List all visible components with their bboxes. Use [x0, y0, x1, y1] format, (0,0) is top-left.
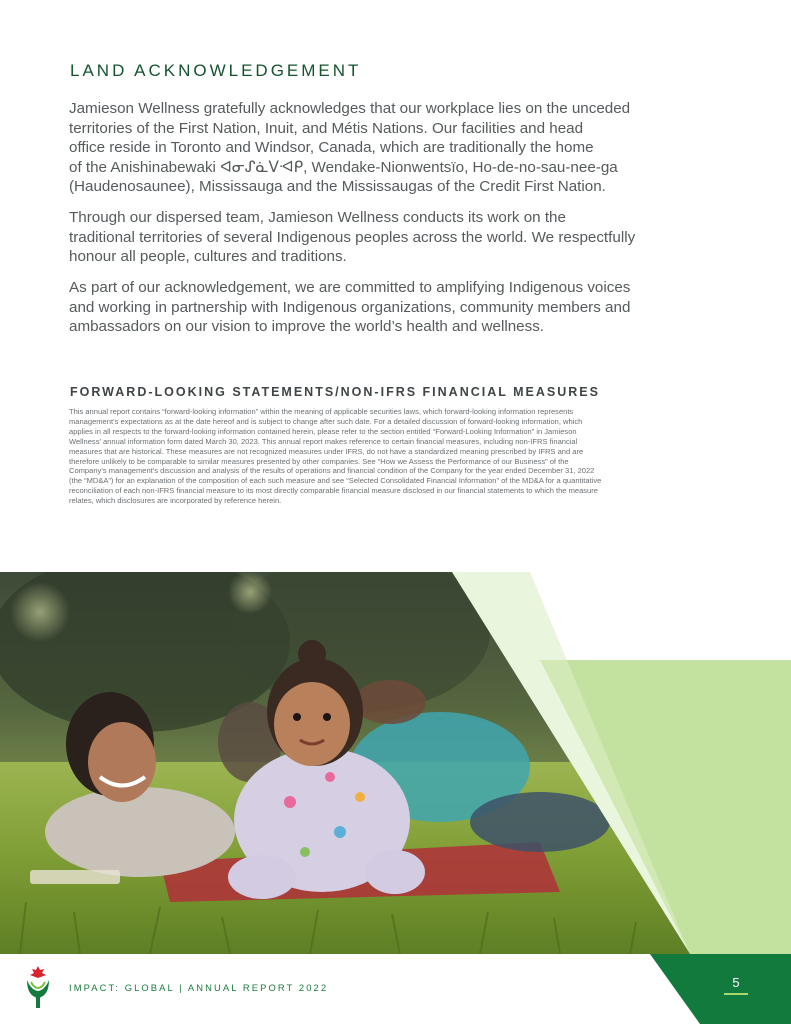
- acknowledgement-paragraph-2: [69, 208, 669, 267]
- text-line: Company’s management’s discussion and analysis of the results of operations and financial condition of the Company for the year ended December 31, 2022: [69, 466, 595, 476]
- disclaimer-text: [69, 407, 729, 506]
- text-line: of the Anishinabewaki ᐊᓂᔑᓈᐯᐗᑭ, Wendake-Nionwentsïo, Ho-de-no-sau-nee-ga: [69, 158, 618, 176]
- page-number: 5: [732, 975, 740, 990]
- text-line: traditional territories of several Indigenous peoples across the world. We respectfully: [69, 228, 636, 246]
- acknowledgement-paragraph-3: [69, 278, 669, 337]
- text-line: and working in partnership with Indigenous organizations, community members and: [69, 298, 631, 316]
- text-line: Wellness’ annual information form dated March 30, 2023. This annual report makes reference to certain financial measures, including non-IFRS financial: [69, 436, 578, 446]
- footer-green-shape: [650, 954, 791, 1024]
- text-line: measures that are historical. These measures are not recognized measures under IFRS, do not have a standardized meaning prescribed by IFRS and are: [69, 446, 584, 456]
- text-line: applies in all respects to the forward-looking information contained herein, please refer to the section entitled “Forward-Looking Information” in Jamieson: [69, 426, 577, 436]
- footer-report-title: IMPACT: GLOBAL | ANNUAL REPORT 2022: [69, 982, 329, 993]
- text-line: reconciliation of each non-IFRS financial measure to its most directly comparable financial measure disclosed in our financial statements to which the measure: [69, 486, 598, 496]
- text-line: ambassadors on our vision to improve the world’s health and wellness.: [69, 318, 545, 336]
- text-line: honour all people, cultures and traditions.: [69, 248, 347, 266]
- text-line: relates, which disclosures are incorporated by reference herein.: [69, 496, 282, 506]
- text-line: office reside in Toronto and Windsor, Canada, which are traditionally the home: [69, 139, 594, 157]
- text-line: management’s expectations as at the date hereof and is subject to change after such date. For a detailed discussion of forward-looking information, which: [69, 416, 583, 426]
- disclaimer-title: FORWARD-LOOKING STATEMENTS/NON-IFRS FINANCIAL MEASURES: [70, 385, 600, 399]
- text-line: As part of our acknowledgement, we are committed to amplifying Indigenous voices: [69, 279, 631, 296]
- text-line: (Haudenosaunee), Mississauga and the Mississaugas of the Credit First Nation.: [69, 178, 606, 196]
- family-photo: [0, 572, 791, 954]
- text-line: Through our dispersed team, Jamieson Wellness conducts its work on the: [69, 209, 566, 226]
- section-title: LAND ACKNOWLEDGEMENT: [70, 61, 362, 80]
- text-line: therefore unlikely to be comparable to similar measures presented by other companies. See “How we Assess the Performance of our Business” of the: [69, 456, 569, 466]
- text-line: This annual report contains “forward-looking information” within the meaning of applicable securities laws, which forward-looking information represents: [69, 407, 574, 416]
- page-number-underline: [724, 993, 748, 995]
- text-line: territories of the First Nation, Inuit, and Métis Nations. Our facilities and head: [69, 119, 584, 137]
- text-line: (the “MD&A”) for an explanation of the composition of each such measure and see “Selected Consolidated Financial Information” of the MD&A for a quantitative: [69, 476, 602, 486]
- jamieson-logo: [25, 966, 51, 1008]
- acknowledgement-paragraph-1: [69, 99, 669, 197]
- text-line: Jamieson Wellness gratefully acknowledges that our workplace lies on the unceded: [69, 100, 631, 117]
